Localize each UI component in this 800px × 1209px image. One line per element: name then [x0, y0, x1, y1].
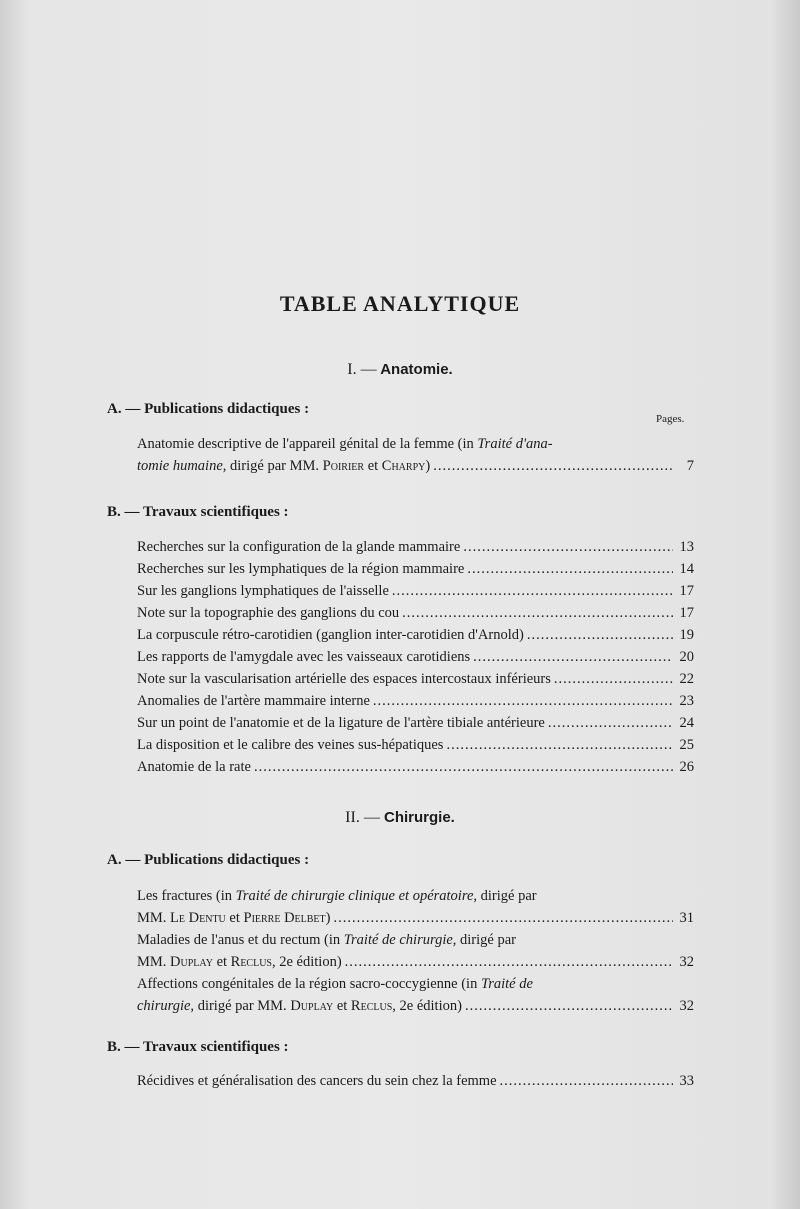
entry-anatomie-descriptive-line1: Anatomie descriptive de l'appareil génital de la femme (in Traité d'ana- — [137, 436, 553, 452]
entry-fractures-line1: Les fractures (in Traité de chirurgie clinique et opératoire, dirigé par — [137, 888, 537, 904]
subheading-travaux-scientifiques: B. — Travaux scientifiques : — [107, 504, 289, 520]
toc-entry: Sur un point de l'anatomie et de la ligature de l'artère tibiale antérieure ..... 24 — [137, 712, 694, 734]
page-number: 26 — [679, 759, 694, 775]
subheading-travaux-scientifiques: B. — Travaux scientifiques : — [107, 1039, 289, 1055]
page-number: 19 — [679, 627, 694, 643]
toc-entry: Recherches sur les lymphatiques de la région mammaire ..... 14 — [137, 558, 694, 580]
section-name: Chirurgie. — [383, 809, 455, 826]
toc-entry: La disposition et le calibre des veines sus-hépatiques ..... 25 — [137, 734, 694, 756]
page-title: TABLE ANALYTIQUE — [279, 291, 521, 316]
dot-leader — [433, 455, 673, 477]
page-number: 13 — [679, 539, 694, 555]
toc-entry: Note sur la vascularisation artérielle des espaces intercostaux inférieurs ..... 22 — [137, 668, 694, 690]
toc-entry: Sur les ganglions lymphatiques de l'aisselle ..... 17 — [137, 580, 694, 602]
page-number: 32 — [679, 998, 694, 1014]
page-number: 32 — [679, 954, 694, 970]
section-chirurgie — [0, 809, 800, 827]
toc-entry: Note sur la topographie des ganglions du cou ..... 17 — [137, 602, 694, 624]
page-number: 25 — [679, 737, 694, 753]
toc-entry: Récidives et généralisation des cancers du sein chez la femme ..... 33 — [137, 1070, 694, 1092]
page-number: 7 — [686, 458, 694, 474]
page-number: 33 — [679, 1073, 694, 1089]
entry-maladies-anus-line2: MM. Duplay et Reclus, 2e édition) ..... 32 — [137, 951, 694, 973]
section-number: II. — — [345, 809, 380, 826]
section-number: I. — — [347, 361, 377, 378]
page-number: 17 — [679, 605, 694, 621]
page-number: 20 — [679, 649, 694, 665]
toc-entry: Anatomie de la rate ..... 26 — [137, 756, 694, 778]
subheading-publications-didactiques: A. — Publications didactiques : — [107, 401, 310, 417]
page-number: 31 — [679, 910, 694, 926]
pages-column-label: Pages. — [656, 413, 685, 425]
entry-anatomie-descriptive-line2: tomie humaine, dirigé par MM. Poirier et Charpy) ..... 7 — [137, 455, 694, 477]
entry-maladies-anus-line1: Maladies de l'anus et du rectum (in Traité de chirurgie, dirigé par — [137, 932, 516, 948]
section-anatomie — [0, 361, 800, 379]
section-name: Anatomie. — [380, 361, 453, 378]
page-number: 22 — [679, 671, 694, 687]
toc-entry: Les rapports de l'amygdale avec les vaisseaux carotidiens ..... 20 — [137, 646, 694, 668]
page-number: 23 — [679, 693, 694, 709]
toc-entry: La corpuscule rétro-carotidien (ganglion inter-carotidien d'Arnold) ..... 19 — [137, 624, 694, 646]
entry-fractures-line2: MM. Le Dentu et Pierre Delbet) ..... 31 — [137, 907, 694, 929]
entry-affections-congenitales-line1: Affections congénitales de la région sacro-coccygienne (in Traité de — [137, 976, 533, 992]
toc-entry: Anomalies de l'artère mammaire interne ..... 23 — [137, 690, 694, 712]
entry-affections-congenitales-line2: chirurgie, dirigé par MM. Duplay et Reclus, 2e édition) ..... 32 — [137, 995, 694, 1017]
page-number: 14 — [679, 561, 694, 577]
page-number: 17 — [679, 583, 694, 599]
subheading-publications-didactiques: A. — Publications didactiques : — [107, 852, 310, 868]
toc-entry: Recherches sur la configuration de la glande mammaire ..... 13 — [137, 536, 694, 558]
page-number: 24 — [679, 715, 694, 731]
